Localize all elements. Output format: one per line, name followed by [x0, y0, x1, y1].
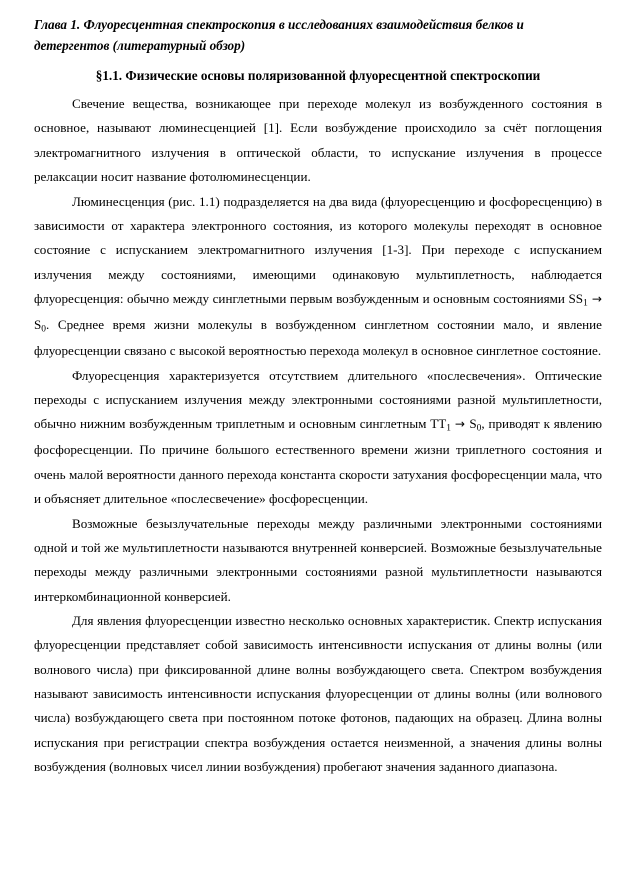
paragraph-text: Свечение вещества, возникающее при переходе молекул из возбужденного состояния в основное, называют люминесценцией [1]. Если возбуждение происходило за счёт поглощения электромагнитного излучения в оптической области, то испускание излучения в процессе релаксации носит название фотолюминесценции. [34, 96, 602, 185]
paragraph-text-part-2: . Среднее время жизни молекулы в возбужденном синглетном состоянии мало, и явление флуоресценции связано с высокой вероятностью перехода молекул в основное синглетное состояние. [34, 317, 602, 359]
paragraph-text: Возможные безызлучательные переходы между различными электронными состояниями одной и той же мультиплетности называются внутренней конверсией. Возможные безызлучательные переходы между различными электронными состояниями разной мультиплетности называются интеркомбинационной конверсией. [34, 515, 602, 604]
paragraph-phosphorescence [34, 364, 602, 512]
paragraph-fluorescence-types [34, 190, 602, 364]
paragraph-fluorescence-characteristics [34, 609, 602, 779]
state-label-t1: T [438, 416, 447, 432]
state-label-s0: S [34, 317, 42, 333]
chapter-title-line-2: детергентов (литературный обзор) [34, 38, 246, 54]
state-subscript-s1: 1 [583, 298, 588, 309]
section-title: §1.1. Физические основы поляризованной флуоресцентной спектроскопии [95, 67, 541, 83]
paragraph-nonradiative-transitions [34, 512, 602, 609]
transition-arrow-1: → [587, 291, 602, 306]
paragraph-text-part-1: Люминесценция (рис. 1.1) подразделяется на два вида (флуоресценцию и фосфоресценцию) в зависимости от характера электронного состояния, из которого молекулы переходят в основное состояние с испусканием электромагнитного излучения [1-3]. При переходе с испусканием излучения между состояниями, имеющими одинаковую мультиплетность, наблюдается флуоресценция: обычно между синглетными первым возбужденным и основным состояниями S [34, 193, 602, 306]
transition-arrow-2: → [454, 417, 470, 432]
paragraph-luminescence-definition [34, 92, 602, 189]
paragraph-text: Для явления флуоресценции известно несколько основных характеристик. Спектр испускания флуоресценции представляет собой зависимость интенсивности испускания от длины волны (или волнового числа) при фиксированной длине волны возбуждающего света. Спектром возбуждения называют зависимость интенсивности испускания флуоресценции от длины волны (или волнового числа) возбуждающего света при постоянном потоке фотонов, падающих на образец. Длина волны испускания при регистрации спектра возбуждения остается неизменной, а значения длины волны возбуждения (волновых чисел линии возбуждения) пробегают значения заданного диапазона. [34, 612, 602, 774]
state-subscript-s0-b: 0 [476, 423, 482, 434]
state-label-s1: S [575, 290, 584, 306]
paragraph-text-part-1: Флуоресценция характеризуется отсутствием длительного «послесвечения». Оптические переходы с испусканием излучения между электронными состояниями разной мультиплетности, обычно нижним возбужденным триплетным и основным синглетным T [34, 367, 602, 432]
state-subscript-t1: 1 [446, 423, 451, 434]
chapter-title-line-1: Глава 1. Флуоресцентная спектроскопия в исследованиях взаимодействия белков и [34, 17, 524, 32]
state-subscript-s0: 0 [41, 324, 47, 335]
chapter-title [34, 14, 602, 57]
state-label-s0-b: S [469, 416, 477, 432]
paragraph-text-part-2: , приводят к явлению фосфоресценции. По причине большого естественного времени жизни триплетного состояния и очень малой вероятности данного перехода константа скорости затухания фосфоресценции мала, что и объясняет длительное «послесвечение» фосфоресценции. [34, 416, 602, 507]
